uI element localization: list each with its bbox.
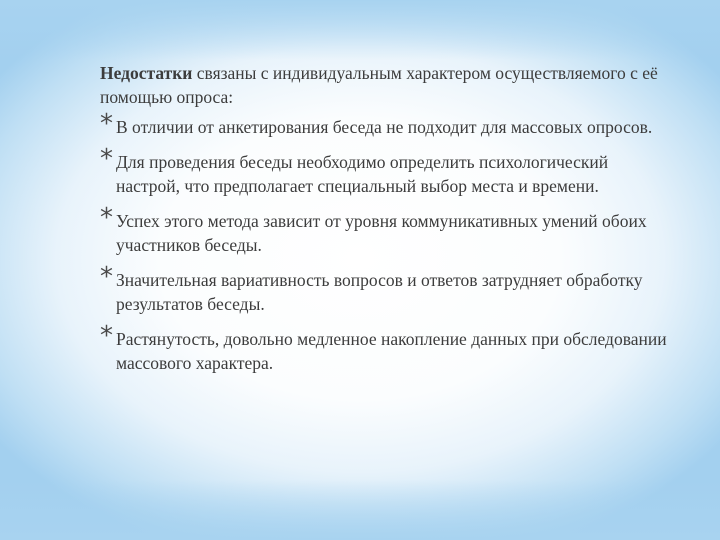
intro-text: связаны с индивидуальным характером осуществляемого с её помощью опроса:	[100, 63, 658, 107]
bullet-item	[100, 321, 670, 375]
bullet-text: Значительная вариативность вопросов и ответов затрудняет обработку результатов беседы.	[116, 270, 643, 314]
bullet-text: Успех этого метода зависит от уровня коммуникативных умений обоих участников беседы.	[116, 211, 647, 255]
bullet-text: Для проведения беседы необходимо определить психологический настрой, что предполагает специальный выбор места и времени.	[116, 152, 609, 196]
bottom-glow	[0, 480, 720, 540]
intro-paragraph	[100, 61, 670, 109]
top-glow	[0, 0, 720, 60]
bullet-list	[100, 109, 670, 375]
bullet-item	[100, 262, 670, 316]
bullet-item	[100, 144, 670, 198]
asterisk-bullet-icon: *	[100, 203, 113, 233]
bullet-text: Растянутость, довольно медленное накопление данных при обследовании массового характера.	[116, 329, 667, 373]
bullet-item	[100, 203, 670, 257]
bullet-item	[100, 109, 670, 139]
slide-content	[100, 61, 670, 386]
asterisk-bullet-icon: *	[100, 321, 113, 351]
bullet-text: В отличии от анкетирования беседа не подходит для массовых опросов.	[116, 117, 653, 137]
asterisk-bullet-icon: *	[100, 109, 113, 139]
asterisk-bullet-icon: *	[100, 144, 113, 174]
asterisk-bullet-icon: *	[100, 262, 113, 292]
intro-bold-term: Недостатки	[100, 63, 193, 83]
